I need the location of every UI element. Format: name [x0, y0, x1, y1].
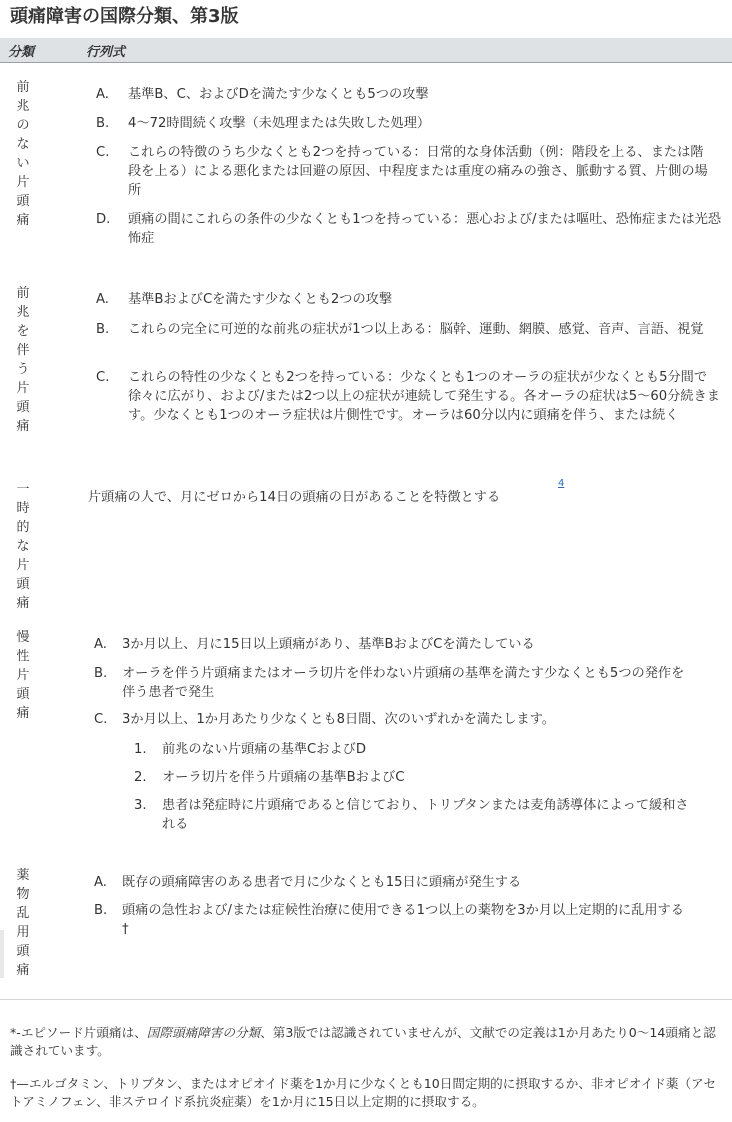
criterion-label: C. [96, 370, 110, 385]
criterion-text: オーラ切片を伴う片頭痛の基準BおよびC [162, 770, 405, 785]
category-label: 一時的な片頭痛 [16, 482, 30, 611]
footnote-divider [0, 999, 732, 1000]
footnote-text: 、第3版では認識されていませんが、文献での定義は1か月あたり0〜14頭痛と認識されています。 [10, 1025, 716, 1058]
footnote-text: *-エピソード片頭痛は、 [10, 1025, 147, 1040]
page-title: 頭痛障害の国際分類、第3版 [10, 6, 239, 27]
criterion-label: 3. [134, 798, 147, 813]
criterion-label: A. [94, 875, 107, 890]
scroll-indicator [0, 930, 4, 978]
header-criteria: 行列式 [86, 45, 126, 60]
criterion-label: A. [96, 87, 109, 102]
criterion-label: B. [96, 116, 110, 131]
category-label: 前兆のない片頭痛 [16, 80, 30, 228]
category-label: 慢性片頭痛 [16, 630, 30, 721]
criterion-label: 1. [134, 742, 147, 757]
criterion-text: 頭痛の急性および/または症候性治療に使用できる1つ以上の薬物を3か月以上定期的に乱用する† [122, 903, 684, 937]
criterion-text: オーラを伴う片頭痛またはオーラ切片を伴わない片頭痛の基準を満たす少なくとも5つの発作を伴う患者で発生 [122, 666, 685, 700]
criterion-label: B. [94, 903, 108, 918]
criterion-label: A. [96, 292, 109, 307]
criterion-text: 基準BおよびCを満たす少なくとも2つの攻撃 [128, 292, 393, 307]
criterion-text: 既存の頭痛障害のある患者で月に少なくとも15日に頭痛が発生する [122, 875, 522, 890]
footnote-source-title: 国際頭痛障害の分類 [146, 1025, 261, 1040]
criterion-label: B. [94, 666, 108, 681]
criterion-text: これらの特性の少なくとも2つを持っている：少なくとも1つのオーラの症状が少なくとも5分間で徐々に広がり、および/または2つ以上の症状が連続して発生する。各オーラの症状は5〜60分続きます。少なくとも1つのオーラ症状は片側性です。オーラは60分以内に頭痛を伴う、または続く [128, 370, 720, 423]
episodic-description: 片頭痛の人で、月にゼロから14日の頭痛の日があることを特徴とする [88, 490, 501, 505]
criterion-text: 患者は発症時に片頭痛であると信じており、トリプタンまたは麦角誘導体によって緩和される [162, 798, 689, 832]
criterion-text: 3か月以上、1か月あたり少なくとも8日間、次のいずれかを満たします。 [122, 712, 555, 727]
criterion-text: 4〜72時間続く攻撃（未処理または失敗した処理） [128, 116, 431, 131]
footnote-dagger: †—エルゴタミン、トリプタン、またはオピオイド薬を1か月に少なくとも10日間定期的に摂取するか、非オピオイド薬（アセトアミノフェン、非ステロイド系抗炎症薬）を1か月に15日以上定期的に摂取する。 [10, 1076, 717, 1109]
criterion-text: これらの特徴のうち少なくとも2つを持っている：日常的な身体活動（例：階段を上る、または階段を上る）による悪化または回避の原因、中程度または重度の痛みの強さ、脈動する質、片側の場所 [128, 145, 708, 198]
criterion-text: 頭痛の間にこれらの条件の少なくとも1つを持っている：悪心および/または嘔吐、恐怖症または光恐怖症 [128, 212, 722, 246]
category-label: 薬物乱用頭痛 [16, 868, 30, 978]
criterion-text: 3か月以上、月に15日以上頭痛があり、基準BおよびCを満たしている [122, 637, 535, 652]
criterion-text: 前兆のない片頭痛の基準CおよびD [162, 742, 366, 757]
criterion-label: C. [94, 712, 108, 727]
criterion-text: 基準B、C、およびDを満たす少なくとも5つの攻撃 [128, 87, 429, 102]
criterion-label: 2. [134, 770, 147, 785]
criterion-label: C. [96, 145, 110, 160]
criterion-label: A. [94, 637, 107, 652]
category-label: 前兆を伴う片頭痛 [16, 286, 30, 434]
footnote-episodic [10, 1024, 722, 1060]
criterion-label: B. [96, 322, 110, 337]
criterion-text: これらの完全に可逆的な前兆の症状が1つ以上ある：脳幹、運動、網膜、感覚、音声、言語、視覚 [128, 322, 704, 337]
reference-link[interactable]: 4 [558, 478, 565, 489]
header-classification: 分類 [8, 45, 35, 60]
table-header [0, 38, 732, 63]
criterion-label: D. [96, 212, 111, 227]
